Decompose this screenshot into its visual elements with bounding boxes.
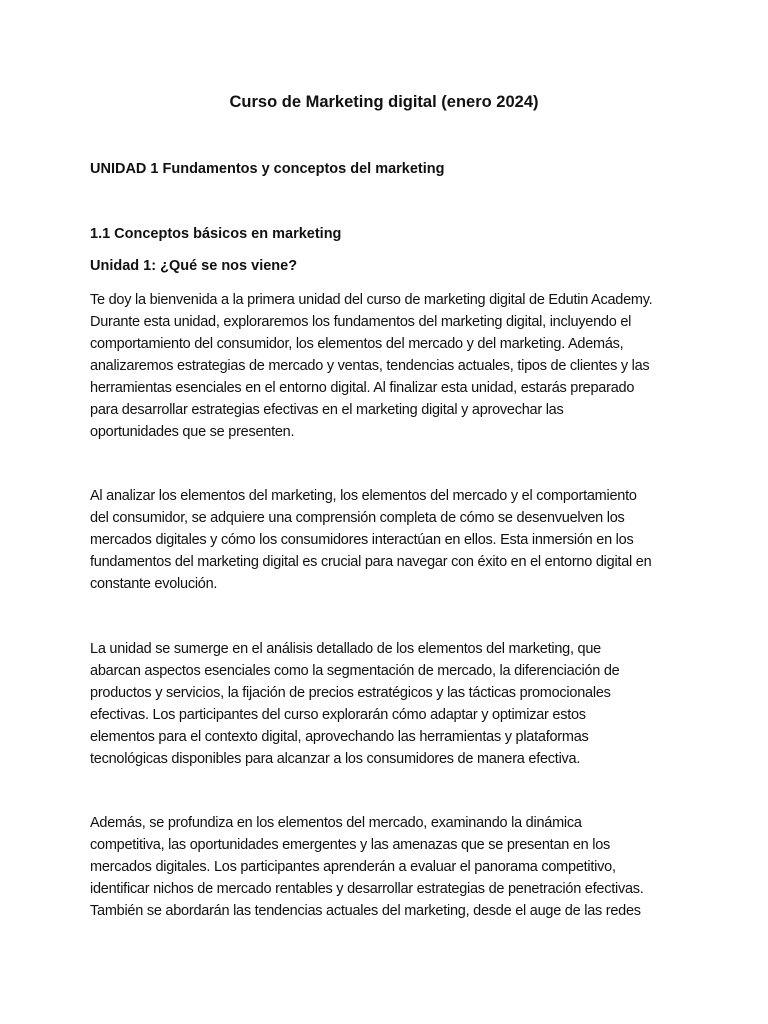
paragraph-elements [90, 638, 690, 770]
paragraph-line: abarcan aspectos esenciales como la segmentación de mercado, la diferenciación de [90, 663, 620, 679]
document-title: Curso de Marketing digital (enero 2024) [229, 93, 539, 111]
paragraph-line: del consumidor, se adquiere una comprensión completa de cómo se desenvuelven los [90, 510, 625, 526]
paragraph-analysis [90, 485, 690, 595]
paragraph-line: elementos para el contexto digital, aprovechando las herramientas y plataformas [90, 729, 589, 745]
paragraph-line: Al analizar los elementos del marketing, los elementos del mercado y el comportamiento [90, 488, 637, 504]
paragraph-line: herramientas esenciales en el entorno digital. Al finalizar esta unidad, estarás preparado [90, 380, 635, 396]
section-heading: 1.1 Conceptos básicos en marketing [90, 226, 342, 242]
paragraph-line: fundamentos del marketing digital es crucial para navegar con éxito en el entorno digital en [90, 554, 652, 570]
paragraph-line: constante evolución. [90, 576, 218, 592]
paragraph-line: identificar nichos de mercado rentables y desarrollar estrategias de penetración efectivas. [90, 881, 644, 897]
paragraph-line: competitiva, las oportunidades emergentes y las amenazas que se presentan en los [90, 837, 611, 853]
paragraph-line: comportamiento del consumidor, los elementos del mercado y del marketing. Además, [90, 336, 624, 352]
paragraph-line: Te doy la bienvenida a la primera unidad del curso de marketing digital de Edutin Academy. [90, 292, 653, 308]
paragraph-line: mercados digitales y cómo los consumidores interactúan en ellos. Esta inmersión en los [90, 532, 634, 548]
paragraph-line: También se abordarán las tendencias actuales del marketing, desde el auge de las redes [90, 903, 641, 919]
paragraph-line: efectivas. Los participantes del curso explorarán cómo adaptar y optimizar estos [90, 707, 586, 723]
paragraph-market [90, 812, 690, 922]
paragraph-line: La unidad se sumerge en el análisis detallado de los elementos del marketing, que [90, 641, 601, 657]
paragraph-line: Además, se profundiza en los elementos del mercado, examinando la dinámica [90, 815, 582, 831]
sub-heading: Unidad 1: ¿Qué se nos viene? [90, 258, 298, 274]
paragraph-line: tecnológicas disponibles para alcanzar a los consumidores de manera efectiva. [90, 751, 581, 767]
paragraph-line: oportunidades que se presenten. [90, 424, 295, 440]
paragraph-line: mercados digitales. Los participantes aprenderán a evaluar el panorama competitivo, [90, 859, 616, 875]
paragraph-line: para desarrollar estrategias efectivas en el marketing digital y aprovechar las [90, 402, 564, 418]
unit-heading: UNIDAD 1 Fundamentos y conceptos del marketing [90, 161, 445, 177]
paragraph-line: productos y servicios, la fijación de precios estratégicos y las tácticas promocionales [90, 685, 611, 701]
paragraph-line: analizaremos estrategias de mercado y ventas, tendencias actuales, tipos de clientes y las [90, 358, 650, 374]
paragraph-intro [90, 289, 690, 443]
paragraph-line: Durante esta unidad, exploraremos los fundamentos del marketing digital, incluyendo el [90, 314, 632, 330]
